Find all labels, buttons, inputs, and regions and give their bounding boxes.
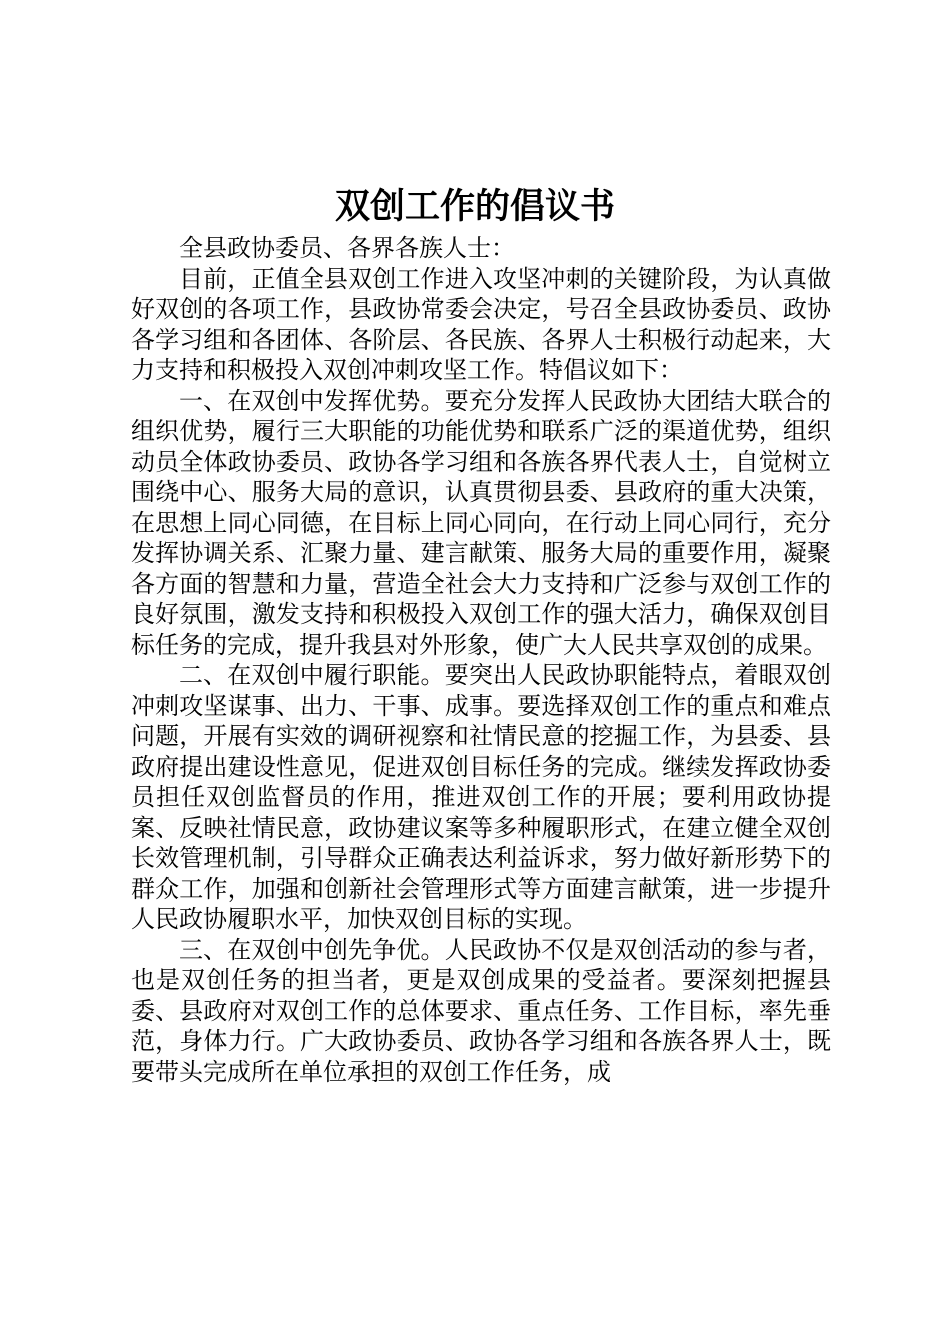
paragraph-point-1: 一、在双创中发挥优势。要充分发挥人民政协大团结大联合的组织优势，履行三大职能的功能优势和联系广泛的渠道优势，组织动员全体政协委员、政协各学习组和各族各界代表人士，自觉树立围绕中心、服务大局的意识，认真贯彻县委、县政府的重大决策，在思想上同心同德，在目标上同心同向，在行动上同心同行，充分发挥协调关系、汇聚力量、建言献策、服务大局的重要作用，凝聚各方面的智慧和力量，营造全社会大力支持和广泛参与双创工作的良好氛围，激发支持和积极投入双创工作的强大活力，确保双创目标任务的完成，提升我县对外形象，使广大人民共享双创的成果。: [131, 386, 831, 659]
paragraph-point-2: 二、在双创中履行职能。要突出人民政协职能特点，着眼双创冲刺攻坚谋事、出力、干事、成事。要选择双创工作的重点和难点问题，开展有实效的调研视察和社情民意的挖掘工作，为县委、县政府提出建设性意见，促进双创目标任务的完成。继续发挥政协委员担任双创监督员的作用，推进双创工作的开展；要利用政协提案、反映社情民意，政协建议案等多种履职形式，在建立健全双创长效管理机制，引导群众正确表达利益诉求，努力做好新形势下的群众工作，加强和创新社会管理形式等方面建言献策，进一步提升人民政协履职水平，加快双创目标的实现。: [131, 661, 831, 933]
document-title: 双创工作的倡议书: [334, 186, 615, 227]
paragraph-intro: 目前，正值全县双创工作进入攻坚冲刺的关键阶段，为认真做好双创的各项工作，县政协常委会决定，号召全县政协委员、政协各学习组和各团体、各阶层、各民族、各界人士积极行动起来，大力支持和积极投入双创冲刺攻坚工作。特倡议如下：: [131, 264, 831, 384]
paragraph-point-3: 三、在双创中创先争优。人民政协不仅是双创活动的参与者，也是双创任务的担当者，更是双创成果的受益者。要深刻把握县委、县政府对双创工作的总体要求、重点任务、工作目标，率先垂范，身体力行。广大政协委员、政协各学习组和各族各界人士，既要带头完成所在单位承担的双创工作任务，成: [131, 935, 831, 1086]
salutation: 全县政协委员、各界各族人士：: [179, 234, 515, 262]
document-body: [131, 233, 831, 1087]
